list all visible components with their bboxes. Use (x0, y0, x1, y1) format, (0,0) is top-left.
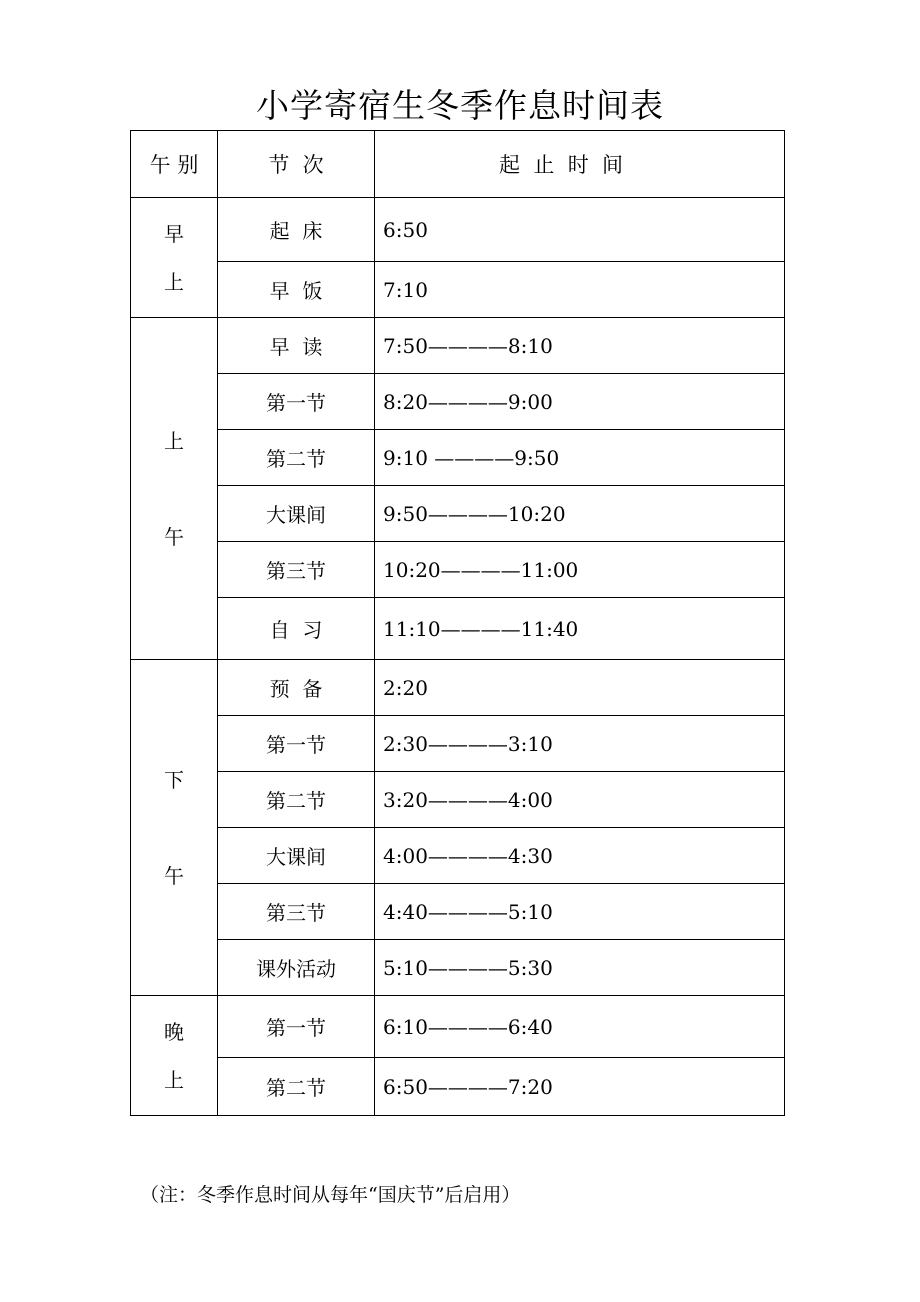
time-cell: 10:20————11:00 (375, 542, 785, 598)
time-cell: 6:50————7:20 (375, 1058, 785, 1116)
table-row (131, 374, 785, 430)
schedule-body (131, 198, 785, 1116)
table-row (131, 884, 785, 940)
slot-cell: 第二节 (218, 430, 375, 486)
header-period: 午 别 (131, 131, 218, 198)
slot-cell: 早 读 (218, 318, 375, 374)
header-time: 起 止 时 间 (375, 131, 785, 198)
time-cell: 9:50————10:20 (375, 486, 785, 542)
time-cell: 2:20 (375, 660, 785, 716)
time-cell: 6:10————6:40 (375, 996, 785, 1058)
slot-cell: 预 备 (218, 660, 375, 716)
period-label-char: 早 (164, 221, 184, 246)
slot-cell: 大课间 (218, 486, 375, 542)
table-row (131, 598, 785, 660)
schedule-table (130, 130, 785, 1116)
table-row (131, 486, 785, 542)
period-label (131, 660, 218, 996)
period-label-char: 下 (164, 767, 184, 792)
page-title: 小学寄宿生冬季作息时间表 (256, 86, 664, 125)
time-cell: 7:50————8:10 (375, 318, 785, 374)
period-label-char: 上 (164, 269, 184, 294)
time-cell: 2:30————3:10 (375, 716, 785, 772)
slot-cell: 第一节 (218, 374, 375, 430)
time-cell: 4:40————5:10 (375, 884, 785, 940)
period-label (131, 198, 218, 318)
table-row (131, 716, 785, 772)
table-row (131, 318, 785, 374)
time-cell: 7:10 (375, 262, 785, 318)
period-label (131, 318, 218, 660)
period-label-char: 上 (164, 1067, 184, 1092)
period-label-char: 午 (164, 524, 184, 549)
period-label-char: 晚 (164, 1019, 184, 1044)
period-label-char: 午 (164, 863, 184, 888)
slot-cell: 第二节 (218, 1058, 375, 1116)
slot-cell: 大课间 (218, 828, 375, 884)
slot-cell: 起 床 (218, 198, 375, 262)
time-cell: 3:20————4:00 (375, 772, 785, 828)
time-cell: 6:50 (375, 198, 785, 262)
table-row (131, 660, 785, 716)
table-row (131, 996, 785, 1058)
table-row (131, 542, 785, 598)
period-label (131, 996, 218, 1116)
slot-cell: 第一节 (218, 996, 375, 1058)
period-label-char: 上 (164, 428, 184, 453)
time-cell: 11:10————11:40 (375, 598, 785, 660)
table-row (131, 262, 785, 318)
footnote: （注：冬季作息时间从每年“国庆节”后启用） (140, 1184, 521, 1206)
slot-cell: 第三节 (218, 884, 375, 940)
slot-cell: 课外活动 (218, 940, 375, 996)
time-cell: 5:10————5:30 (375, 940, 785, 996)
table-row (131, 430, 785, 486)
slot-cell: 自 习 (218, 598, 375, 660)
slot-cell: 第二节 (218, 772, 375, 828)
table-row (131, 198, 785, 262)
table-row (131, 828, 785, 884)
table-row (131, 1058, 785, 1116)
time-cell: 8:20————9:00 (375, 374, 785, 430)
slot-cell: 第一节 (218, 716, 375, 772)
slot-cell: 早 饭 (218, 262, 375, 318)
header-slot: 节 次 (218, 131, 375, 198)
slot-cell: 第三节 (218, 542, 375, 598)
time-cell: 4:00————4:30 (375, 828, 785, 884)
table-row (131, 940, 785, 996)
table-row (131, 772, 785, 828)
time-cell: 9:10 ————9:50 (375, 430, 785, 486)
header-row (131, 131, 785, 198)
